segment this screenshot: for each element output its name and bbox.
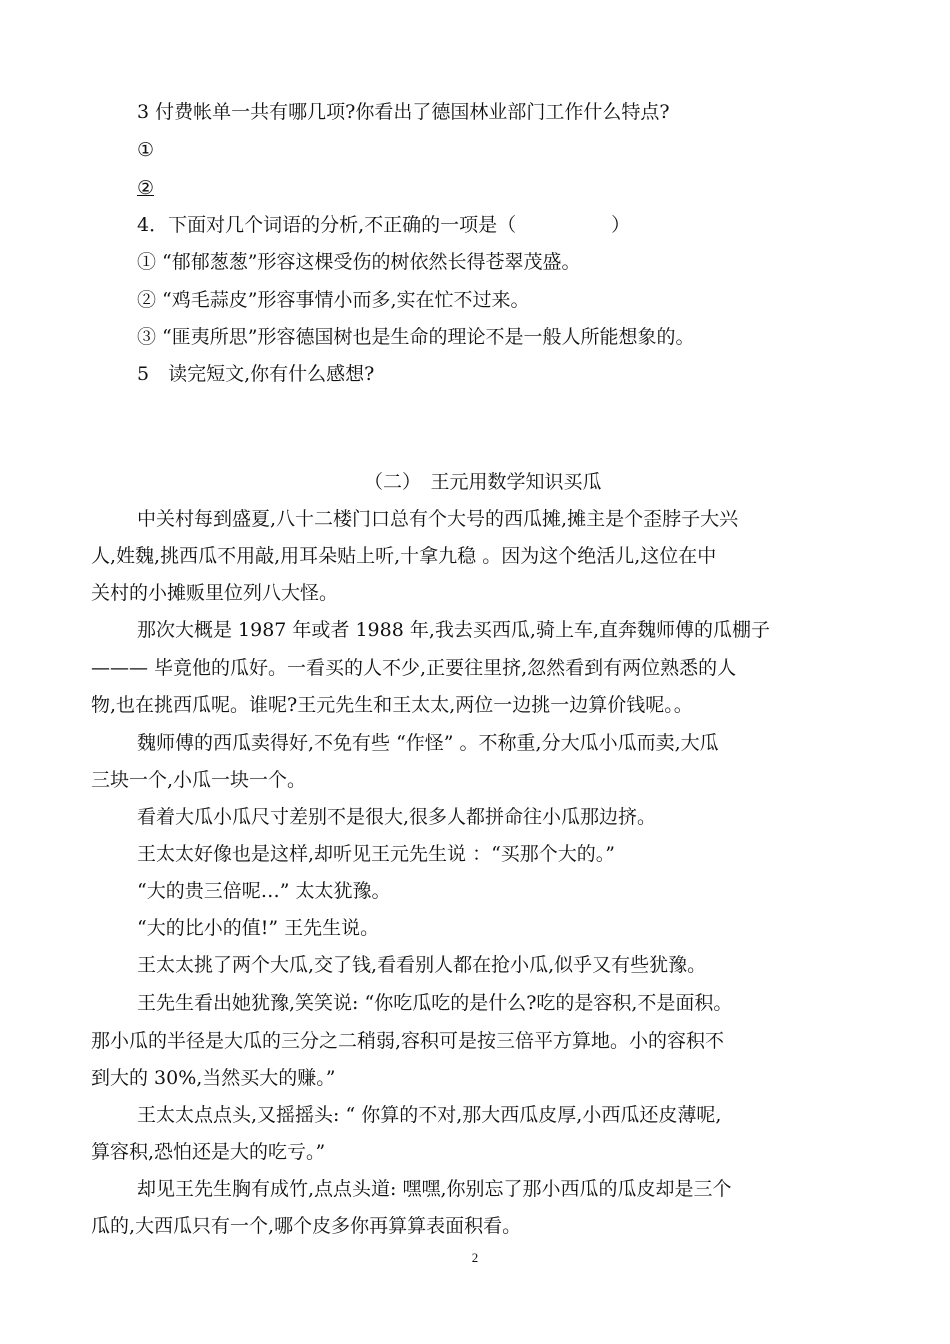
body-line: 王太太好像也是这样,却听见王元先生说 ：“买那个大的。” (137, 843, 616, 865)
body-line: 那次大概是 1987 年或者 1988 年,我去买西瓜,骑上车,直奔魏师傅的瓜棚子 (137, 619, 770, 641)
question-4-option-1: ① “郁郁葱葱”形容这棵受伤的树依然长得苍翠茂盛。 (137, 251, 581, 273)
question-3-answer-1: ① (137, 139, 155, 161)
question-5: 5 读完短文,你有什么感想? (137, 363, 375, 385)
question-3-answer-2: ② (137, 177, 155, 199)
body-line: 关村的小摊贩里位列八大怪。 (91, 582, 339, 604)
page-number: 2 (471, 1250, 479, 1265)
body-line: 魏师傅的西瓜卖得好,不免有些 “作怪” 。不称重,分大瓜小瓜而卖,大瓜 (137, 732, 719, 754)
body-line: 却见王先生胸有成竹,点点头道: 嘿嘿,你别忘了那小西瓜的瓜皮却是三个 (137, 1178, 732, 1200)
body-line: 看着大瓜小瓜尺寸差别不是很大,很多人都拼命往小瓜那边挤。 (137, 806, 657, 828)
body-line: 物,也在挑西瓜呢。谁呢?王元先生和王太太,两位一边挑一边算价钱呢。。 (91, 694, 693, 716)
body-line: 人,姓魏,挑西瓜不用敲,用耳朵贴上听,十拿九稳 。因为这个绝活儿,这位在中 (91, 545, 717, 567)
body-line: 中关村每到盛夏,八十二楼门口总有个大号的西瓜摊,摊主是个歪脖子大兴 (137, 508, 739, 530)
body-line: 到大的 30%,当然买大的赚。” (91, 1067, 336, 1089)
question-3: 3 付费帐单一共有哪几项?你看出了德国林业部门工作什么特点? (137, 101, 670, 123)
body-line: 那小瓜的半径是大瓜的三分之二稍弱,容积可是按三倍平方算地。小的容积不 (91, 1030, 725, 1052)
body-line: 瓜的,大西瓜只有一个,哪个皮多你再算算表面积看。 (91, 1215, 522, 1237)
body-line: 算容积,恐怕还是大的吃亏。” (91, 1141, 326, 1163)
question-4-option-3: ③ “匪夷所思”形容德国树也是生命的理论不是一般人所能想象的。 (137, 326, 695, 348)
body-line: “大的比小的值!” 王先生说。 (137, 917, 380, 939)
body-line: 王太太点点头,又摇摇头: “ 你算的不对,那大西瓜皮厚,小西瓜还皮薄呢, (137, 1104, 722, 1126)
body-line: “大的贵三倍呢…” 太太犹豫。 (137, 880, 391, 902)
body-line: 三块一个,小瓜一块一个。 (91, 769, 307, 791)
section-title: （二） 王元用数学知识买瓜 (364, 471, 602, 493)
body-line: ——— 毕竟他的瓜好。一看买的人不少,正要往里挤,忽然看到有两位熟悉的人 (91, 657, 737, 679)
body-line: 王太太挑了两个大瓜,交了钱,看看别人都在抢小瓜,似乎又有些犹豫。 (137, 954, 707, 976)
body-line: 王先生看出她犹豫,笑笑说: “你吃瓜吃的是什么?吃的是容积,不是面积。 (137, 992, 733, 1014)
question-4: 4．下面对几个词语的分析,不正确的一项是（ ） (137, 214, 631, 236)
question-4-option-2: ② “鸡毛蒜皮”形容事情小而多,实在忙不过来。 (137, 289, 530, 311)
